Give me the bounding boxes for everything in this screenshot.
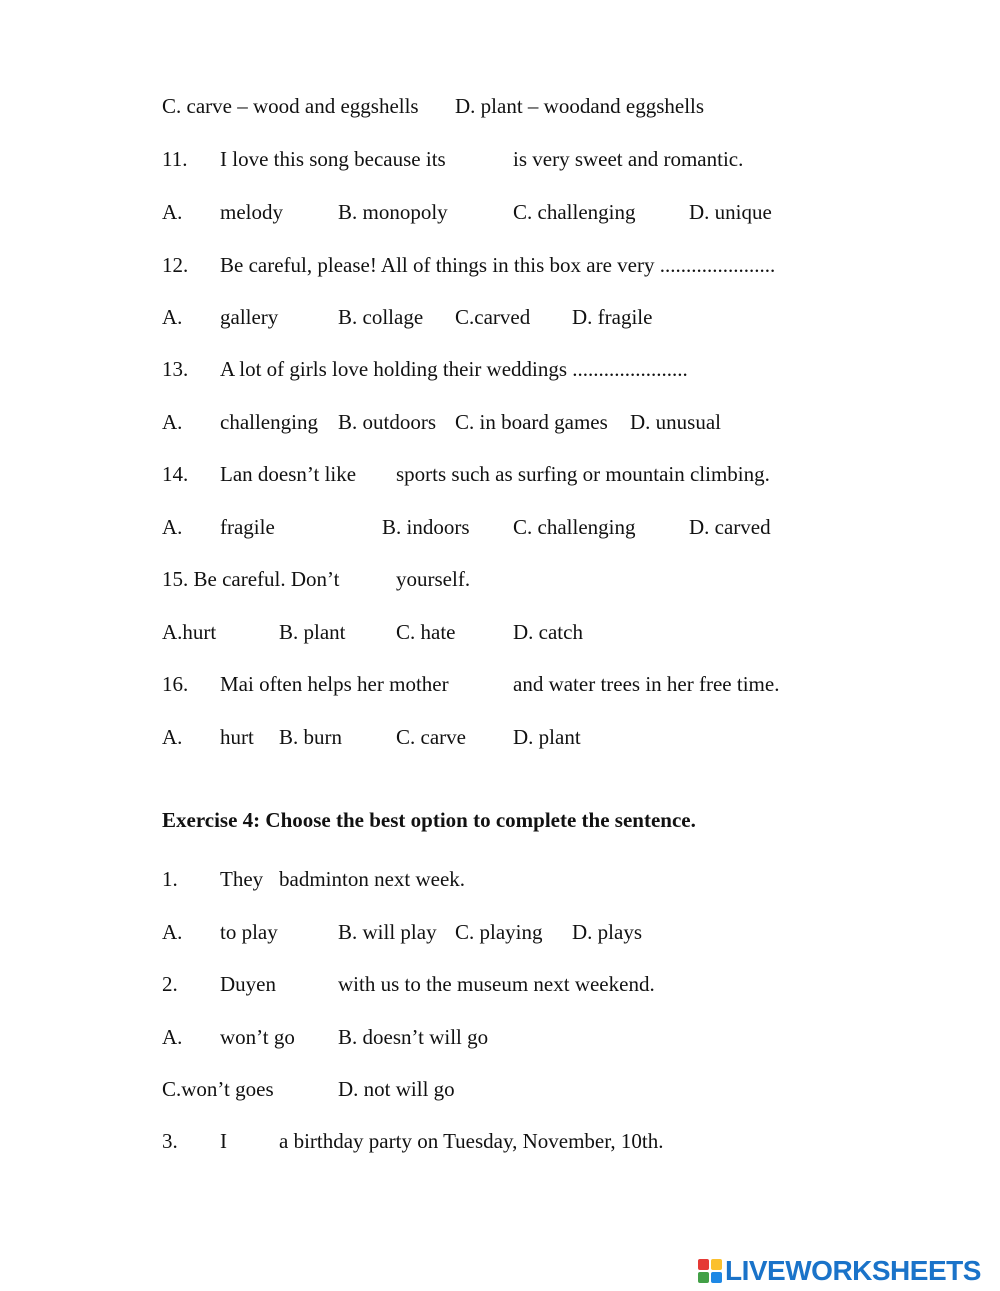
q16-option-d: D. plant — [513, 725, 581, 749]
logo-block-red — [698, 1259, 709, 1270]
q16-option-a: hurt — [220, 725, 254, 749]
e2-text-end: with us to the museum next weekend. — [338, 972, 655, 996]
q10-option-c: C. carve – wood and eggshells — [162, 94, 419, 118]
q16-option-a-letter: A. — [162, 725, 183, 749]
q16-text-start: Mai often helps her mother — [220, 672, 449, 696]
q15-text-end: yourself. — [396, 567, 471, 591]
e3-text-start: I — [220, 1129, 227, 1153]
q13-text: A lot of girls love holding their weddings ...................... — [220, 357, 688, 381]
q12-option-b: B. collage — [338, 305, 424, 329]
q14-number: 14. — [162, 462, 189, 486]
e1-option-d: D. plays — [572, 920, 642, 944]
e2-text-start: Duyen — [220, 972, 276, 996]
q16-option-b: B. burn — [279, 725, 342, 749]
q15-option-d: D. catch — [513, 620, 583, 644]
q15-option-c: C. hate — [396, 620, 456, 644]
logo-text: LIVEWORKSHEETS — [725, 1255, 981, 1286]
q14-option-a-letter: A. — [162, 515, 183, 539]
q11-option-a-letter: A. — [162, 200, 183, 224]
q13-option-a: challenging — [220, 410, 318, 434]
q14-text-end: sports such as surfing or mountain climbing. — [396, 462, 770, 486]
q12-option-a-letter: A. — [162, 305, 183, 329]
logo-block-blue — [711, 1272, 722, 1283]
q12-option-c: C.carved — [455, 305, 531, 329]
q11-text-start: I love this song because its — [220, 147, 446, 171]
e1-number: 1. — [162, 867, 178, 891]
q12-number: 12. — [162, 253, 189, 277]
liveworksheets-logo[interactable] — [698, 1256, 981, 1286]
q14-text-start: Lan doesn’t like — [220, 462, 357, 486]
q12-option-d: D. fragile — [572, 305, 653, 329]
e1-text-start: They — [220, 867, 264, 891]
e2-number: 2. — [162, 972, 178, 996]
q12-text: Be careful, please! All of things in this box are very ...................... — [220, 253, 776, 277]
logo-block-yellow — [711, 1259, 722, 1270]
q12-option-a: gallery — [220, 305, 279, 329]
e1-option-c: C. playing — [455, 920, 543, 944]
q11-number: 11. — [162, 147, 188, 171]
q14-option-b: B. indoors — [382, 515, 470, 539]
e3-number: 3. — [162, 1129, 178, 1153]
q16-text-end: and water trees in her free time. — [513, 672, 780, 696]
q15-text-start: 15. Be careful. Don’t — [162, 567, 340, 591]
logo-blocks-icon — [698, 1259, 722, 1283]
q11-text-end: is very sweet and romantic. — [513, 147, 744, 171]
e2-option-d: D. not will go — [338, 1077, 455, 1101]
e2-option-a-letter: A. — [162, 1025, 183, 1049]
q13-number: 13. — [162, 357, 189, 381]
q13-option-b: B. outdoors — [338, 410, 437, 434]
q14-option-c: C. challenging — [513, 515, 636, 539]
q13-option-c: C. in board games — [455, 410, 608, 434]
q14-option-a: fragile — [220, 515, 275, 539]
e3-text-end: a birthday party on Tuesday, November, 10th. — [279, 1129, 664, 1153]
q11-option-d: D. unique — [689, 200, 772, 224]
exercise-4-heading: Exercise 4: Choose the best option to complete the sentence. — [162, 808, 696, 832]
q14-option-d: D. carved — [689, 515, 771, 539]
q11-option-a: melody — [220, 200, 283, 224]
logo-block-green — [698, 1272, 709, 1283]
q16-number: 16. — [162, 672, 189, 696]
e2-option-c: C.won’t goes — [162, 1077, 274, 1101]
e1-option-b: B. will play — [338, 920, 437, 944]
e1-text-end: badminton next week. — [279, 867, 466, 891]
q15-option-b: B. plant — [279, 620, 346, 644]
q15-option-a: A.hurt — [162, 620, 217, 644]
q16-option-c: C. carve — [396, 725, 466, 749]
e2-option-a: won’t go — [220, 1025, 295, 1049]
q10-option-d: D. plant – woodand eggshells — [455, 94, 705, 118]
q13-option-d: D. unusual — [630, 410, 721, 434]
e2-option-b: B. doesn’t will go — [338, 1025, 489, 1049]
q11-option-c: C. challenging — [513, 200, 636, 224]
e1-option-a: to play — [220, 920, 278, 944]
q13-option-a-letter: A. — [162, 410, 183, 434]
q11-option-b: B. monopoly — [338, 200, 448, 224]
e1-option-a-letter: A. — [162, 920, 183, 944]
